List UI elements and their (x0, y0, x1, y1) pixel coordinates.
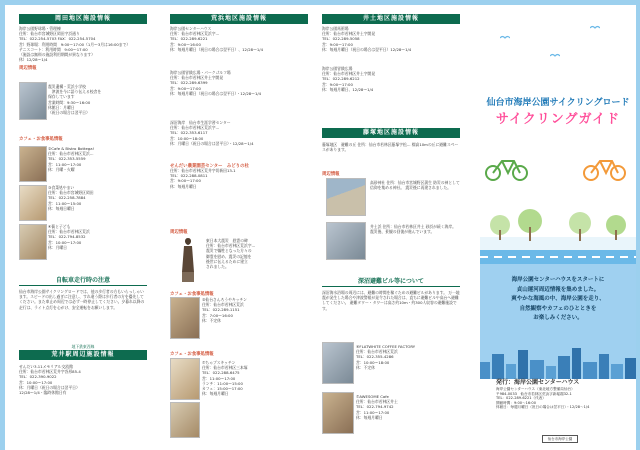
cafe-photo-6 (322, 342, 354, 384)
ido-header: 井土地区施設情報 (322, 14, 460, 24)
cafe-6-text: ⑥FLATWHITE COFFEE FACTORY 住所：仙台市若林区荒浜 TEL：022-355-4286 営：10:00～18:00 休：不定休 (356, 344, 416, 370)
learning-center-text: 深沼海岸 仙台市生涯学習センター 住所：仙台市若林区荒浜字… TEL：022-353-6117 営：10:00～18:00 休：月曜日（祝日の場合は翌平日）・12/28～1/4 (170, 120, 254, 146)
shrine-photo (326, 178, 366, 216)
cycling-notice-text: 仙台市海岸公園サイクリングロードでは、他の歩行者の方もいらっしゃいます。スピードの出し過ぎに注意し、すれ違う際は歩行者の方を優先してください。また車止め周辺では必ず一時停止してください。夕暮れ以降の走行は、ライト点灯を心がけ、安全運転をお願いします。 (19, 289, 145, 310)
cafe-photo-2 (19, 185, 47, 221)
beach-text: 井土浜 住所：仙台市若林区井土 砂浜が続く海岸。 震災後、景観の回復が進んでいます。 (370, 224, 456, 235)
evac-divider (322, 286, 460, 287)
okada-around-label: 周辺情報 (19, 66, 37, 72)
trees-illustration (480, 185, 636, 251)
bird-icon (590, 25, 600, 31)
park-golf-text: 海岸公園冒険広場・パークゴルフ場 住所：仙台市若林区井土字開発 TEL：022-289-6399 営：9:00～17:00 休：毎週月曜日（祝日の場合は翌平日）・12/28～1/4 (170, 70, 262, 96)
agri-center-text: 住所：仙台市若林区荒井字切新田13-1 TEL：022-288-0811 営：9:00～17:00 休：毎週月曜日 (170, 168, 236, 189)
bicycle-icon (484, 155, 530, 181)
publisher-footer (480, 379, 636, 450)
fujitsuka-text: 藤塚地区 避難の丘 住所：仙台市若林区藤塚字松… 標高10mの丘に避難スペースがあります。 (322, 142, 459, 153)
left-border (0, 0, 5, 450)
column-ido (322, 14, 460, 52)
cafe-7-text: ⑦ちゃブスキッチン 住所：仙台市若林区三本塚 TEL：022-288-6475 営：11:00～17:00 ランチ：11:00～15:00 カフェ：15:00～17:00 休：毎週月曜日 (202, 360, 248, 397)
cafe-8-text: ⑦AWESOME Cafe 住所：仙台市若林区井土 TEL：022-794-9742 営：11:00～17:00 休：毎週月曜日 (356, 394, 398, 420)
arai-header: 荒井駅周辺施設情報 (19, 350, 147, 360)
arahama-around-label: 周辺情報 (170, 230, 188, 235)
center-house-text: 海岸公園センターハウス 住所：仙台市若林区荒浜字… TEL：022-289-6221 営：9:00～16:00 休：毎週月曜日（祝日の場合は翌平日）、12/28～1/4 (170, 26, 263, 52)
cover-message: 海岸公園センターハウスをスタートに 貞山運河周辺情報を集めました。 爽やかな海風の中、海岸公園を走り、 自然観察やカフェのひとときを お楽しみください。 (511, 277, 605, 321)
cafe-photo-5 (170, 297, 200, 339)
city-skyline (480, 344, 636, 379)
arahama-cafe-label: カフェ・お食事処情報 (170, 292, 214, 297)
beach-photo (326, 222, 366, 260)
adventure-plaza-text: 海岸公園冒険広場 住所：仙台市若林区井土字開発 TEL：022-289-6212 営：9:00～17:00 休：毎週月曜日、12/28～1/4 (322, 66, 376, 92)
cafe-5-text: ⑤仙台さんろうやキッチン 住所：仙台市若林区荒浜 TEL：022-289-1151 営：7:00～16:00 休：不定休 (202, 297, 247, 323)
road-dashes (480, 256, 636, 258)
okada-header: 岡田地区施設情報 (19, 14, 147, 24)
evac-building-text: 深沼海水浴場の周辺には、避難の時間を稼ぐための避難ビルがあります。 万一地震が発生した場合や津波警報が発令された場合は、直ちに避難ビルや高台へ避難してください。 避難タワー・タワーは高さ約10m・約300人収容の避難施設です。 (322, 290, 460, 311)
cafe-photo-7a (170, 358, 200, 400)
notice-divider (19, 285, 147, 286)
cafe-photo-3 (19, 224, 47, 260)
okada-intro: 海岸公園野球場・管理棟 住所：仙台市宮城野区岡田字浜通り TEL：022-254-5703 FAX：022-254-5704 営）野球場：利用時間 9:00～17:00（1月～3月は16:00まで） テニスコート：利用時間 9:00～17:00 （施設は無料の施設利用期間が異なります） 休）12/28～1/4 (19, 26, 131, 63)
cafe-3-text: ④蕎と子ども 住所：仙台市若林区荒浜 TEL：022-794-8532 営：10:00～17:00 休：月曜日 (48, 224, 90, 250)
arai-sub: 地下鉄東西線 (71, 344, 95, 349)
evac-building-header: 深沼避難ビル等について (358, 278, 424, 285)
cafe-2-text: ③食菜処やまい 住所：仙台市宮城野区岡田 TEL：022-258-7884 営：11:00～15:00 休：毎週日曜日 (48, 185, 94, 211)
sanbonzuka-cafe-label: カフェ・お食事処情報 (170, 352, 214, 357)
arahama-school-photo (19, 82, 47, 120)
cafe-photo-1 (19, 146, 47, 182)
cafe-photo-7b (170, 402, 200, 438)
bird-icon (550, 53, 560, 59)
cycling-notice-header: 自転車走行時の注意 (55, 277, 110, 284)
cafe-1-text: ②Cafe & Bistro Bottega! 住所：仙台市若林区荒浜… TEL：022-353-5559 営：11:00～17:00 休：月曜・火曜 (48, 146, 95, 172)
equestrian-text: 海岸公園馬術場 住所：仙台市若林区井土字開発 TEL：022-289-5058 営：9:00～17:00 休：毎週月曜日（祝日の場合は翌平日）12/28～1/4 (322, 26, 412, 52)
publisher-title: 発行：海岸公園センターハウス (496, 379, 580, 386)
publisher-text: 海岸公園センターハウス（東北地方整備局仙台） 〒984-0033 仙台市若林区荒浜字新堀端32-1 TEL：022-289-6221（代表） 開館時間：9:00～16:00 休館日：毎週月曜日（祝日の場合は翌平日）・12/28～1/4 (496, 387, 590, 410)
bird-icon (500, 35, 510, 41)
arahama-header: 荒浜地区施設情報 (170, 14, 308, 24)
shrine-text: 高砂神社 住所：仙台市宮城野区蒲生 防災の神として信仰を集める神社。 震災後に再建されました。 (370, 180, 460, 191)
cafe-photo-8 (322, 392, 354, 434)
memorial-text: 東日本大震災 慰霊の碑 住所：仙台市若林区荒浜字… 震災で犠牲となった方々の 御霊を慰め、震災の記憶を 後世に伝えるために建立 されました。 (206, 238, 256, 270)
bicycle-icon (582, 155, 628, 181)
agri-center-label: せんだい農業園芸センター みどりの杜 (170, 164, 249, 169)
okada-cafe-label: カフェ・お食事処情報 (19, 137, 63, 142)
arahama-school-text: 震災遺構・荒浜小学校 津波を今に語り伝える校舎を 保存しています 営業時間：9:30～16:00 休館日：月曜日 （祝日の場合は翌平日） (48, 84, 102, 116)
column-arahama (170, 14, 308, 52)
statue-image (176, 236, 200, 282)
arai-text: せんだい3.11メモリアル交流館 住所：仙台市若林区荒井字沓形85-4 TEL：022-390-9022 営：10:00～17:00 休：月曜日（祝日の場合は翌平日） 12/28～1/4・臨時休館日有 (19, 364, 81, 396)
column-okada (19, 14, 147, 71)
publisher-stamp: 仙台市海岸公園 (542, 435, 578, 443)
ido-around-label: 周辺情報 (322, 172, 340, 177)
cover-panel (480, 5, 636, 450)
cover-subtitle: 仙台市海岸公園サイクリングロード (486, 98, 630, 108)
fujitsuka-header: 藤塚地区施設情報 (322, 128, 460, 138)
cover-title: サイクリングガイド (495, 112, 621, 127)
right-border (636, 0, 640, 450)
